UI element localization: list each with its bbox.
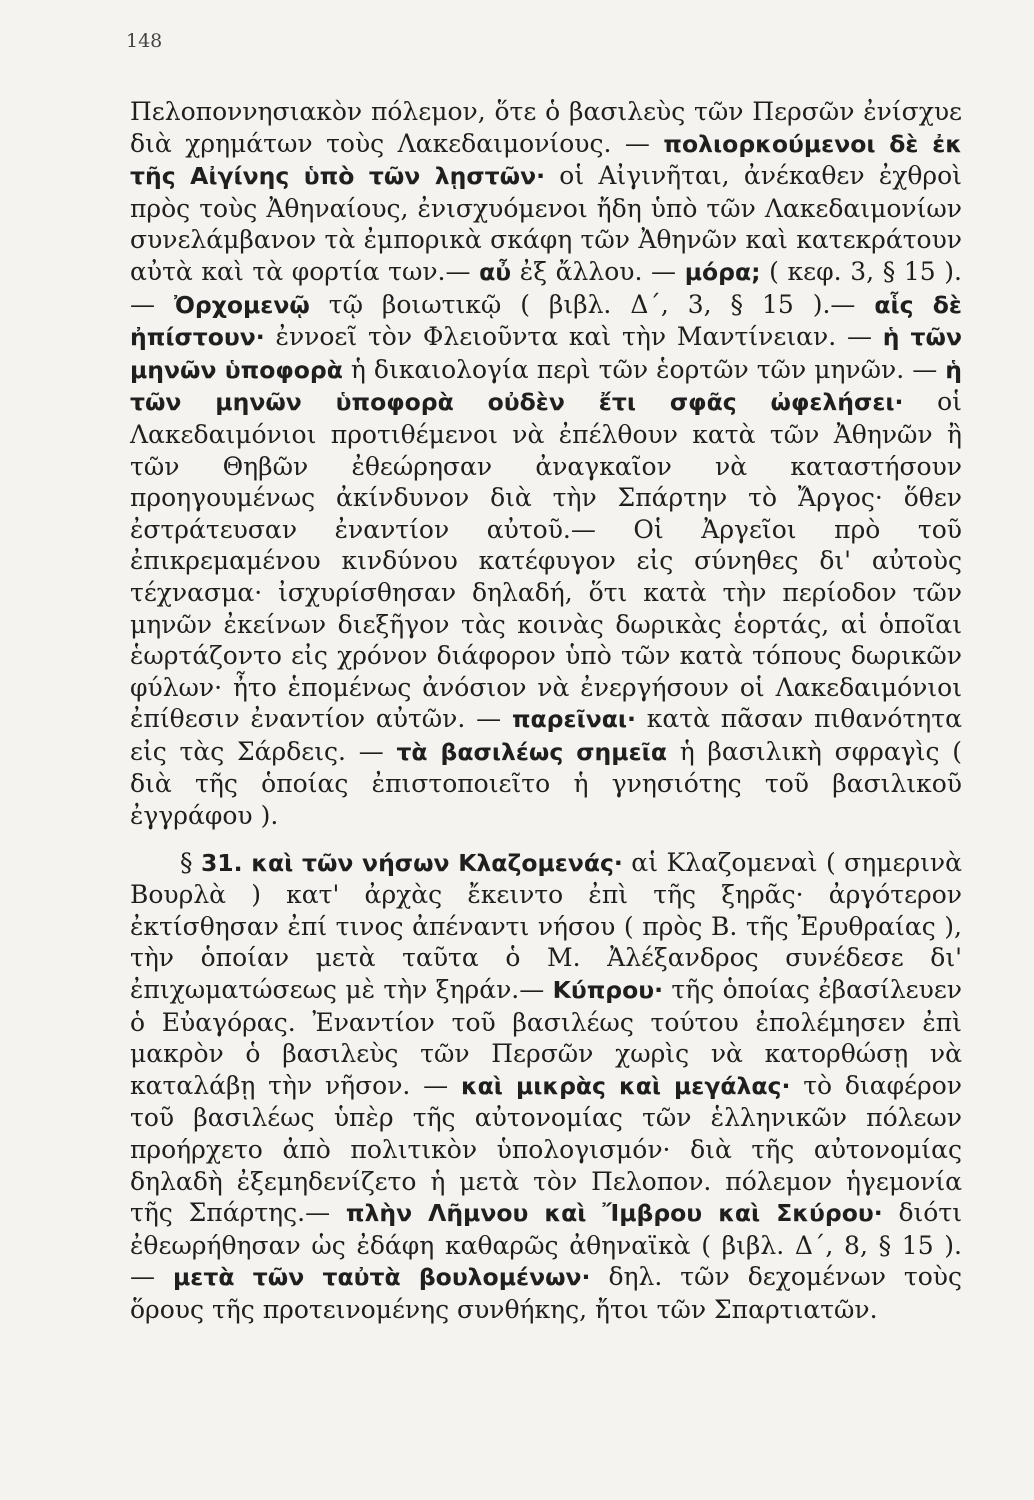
commentary-run: τῆς ὁποίας ἐβασίλευεν ὁ Εὐαγόρας. Ἐναντίον τοῦ βασιλέως τούτου ἐπολέμησεν ἐπὶ μακρὸν ὁ βασιλεὺς τῶν Περσῶν χωρὶς νὰ κατορθώσῃ νὰ καταλάβῃ τὴν νῆσον. —: [130, 975, 962, 1100]
lemma-term: μετὰ τῶν ταὐτὰ βουλομένων·: [173, 1263, 591, 1292]
commentary-run: δηλ. τῶν δεχομένων τοὺς ὅρους τῆς προτεινομένης συνθήκης, ἤτοι τῶν Σπαρτιατῶν.: [130, 1262, 962, 1324]
commentary-run: αἱ Κλαζομεναὶ ( σημερινὰ Βουρλὰ ) κατ' ἀρχὰς ἔκειντο ἐπὶ τῆς ξηρᾶς· ἀργότερον ἐκτίσθησαν ἐπί τινος ἀπέναντι νήσου ( πρὸς Β. τῆς Ἐρυθραίας ), τὴν ὁποίαν μετὰ ταῦτα ὁ Μ. Ἀλέξανδρος συνέδεσε δι' ἐπιχωματώσεως μὲ τὴν ξηράν.—: [130, 847, 963, 1005]
commentary-run: ἐξ ἄλλου. —: [511, 256, 685, 286]
lemma-term: μόρα;: [684, 257, 761, 286]
commentary-run: ἡ βασιλικὴ σφραγὶς ( διὰ τῆς ὁποίας ἐπιστοποιεῖτο ἡ γνησιότης τοῦ βασιλικοῦ ἐγγράφου ).: [130, 736, 962, 831]
lemma-term: παρεῖναι·: [511, 705, 636, 734]
commentary-run: §: [180, 847, 201, 877]
commentary-run: κατὰ πᾶσαν πιθανότητα εἰς τὰς Σάρδεις. —: [130, 704, 962, 766]
lemma-term: αἷς δὲ ἠπίστουν·: [130, 290, 963, 352]
lemma-term: αὖ: [479, 257, 512, 286]
page-number: 148: [126, 30, 163, 52]
commentary-run: διότι ἐθεωρήθησαν ὡς ἐδάφη καθαρῶς ἀθηναϊκὰ ( βιβλ. Δ΄, 8, § 15 ). —: [130, 1198, 962, 1292]
commentary-run: τῷ βοιωτικῷ ( βιβλ. Δ΄, 3, § 15 ).—: [309, 289, 875, 319]
lemma-term: πολιορκούμενοι δὲ ἐκ τῆς Αἰγίνης ὑπὸ τῶν λῃστῶν·: [130, 129, 962, 191]
lemma-term: καὶ μικρὰς καὶ μεγάλας·: [460, 1071, 791, 1100]
commentary-run: οἱ Λακεδαιμόνιοι προτιθέμενοι νὰ ἐπέλθουν κατὰ τῶν Ἀθηνῶν ἢ τῶν Θηβῶν ἐθεώρησαν ἀναγκαῖον νὰ καταστήσουν προηγουμένως ἀκίνδυνον διὰ τὴν Σπάρτην τὸ Ἄργος· ὅθεν ἐστράτευσαν ἐναντίον αὐτοῦ.— Οἱ Ἀργεῖοι πρὸ τοῦ ἐπικρεμαμένου κινδύνου κατέφυγον εἰς σύνηθες δι' αὐτοὺς τέχνασμα· ἰσχυρίσθησαν δηλαδή, ὅτι κατὰ τὴν περίοδον τῶν μηνῶν ἐκείνων διεξῆγον τὰς κοινὰς δωρικὰς ἑορτάς, αἱ ὁποῖαι ἑωρτάζοντο εἰς χρόνον διάφορον ὑπὸ τῶν κατὰ τόπους δωρικῶν φύλων· ἦτο ἑπομένως ἀνόσιον νὰ ἐνεργήσουν οἱ Λακεδαιμόνιοι ἐπίθεσιν ἐναντίον αὐτῶν. —: [130, 387, 962, 734]
lemma-term: τὰ βασιλέως σημεῖα: [396, 737, 667, 766]
commentary-run: ἐννοεῖ τὸν Φλειοῦντα καὶ τὴν Μαντίνειαν. —: [264, 322, 883, 352]
lemma-term: Ὀρχομενῷ: [173, 290, 310, 319]
commentary-run: Πελοποννησιακὸν πόλεμον, ὅτε ὁ βασιλεὺς τῶν Περσῶν ἐνίσχυε διὰ χρημάτων τοὺς Λακεδαιμονίους. —: [130, 97, 962, 158]
lemma-term: πλὴν Λῆμνου καὶ Ἴμβρου καὶ Σκύρου·: [345, 1199, 883, 1228]
commentary-run: οἱ Αἰγινῆται, ἀνέκαθεν ἐχθροὶ πρὸς τοὺς Ἀθηναίους, ἐνισχυόμενοι ἤδη ὑπὸ τῶν Λακεδαιμονίων συνελάμβανον τὰ ἐμπορικὰ σκάφη τῶν Ἀθηνῶν καὶ κατεκράτουν αὐτὰ καὶ τὰ φορτία των.—: [130, 161, 962, 286]
commentary-run: ἡ δικαιολογία περὶ τῶν ἑορτῶν τῶν μηνῶν. —: [342, 354, 946, 384]
lemma-term: Κύπρου·: [552, 976, 664, 1005]
lemma-term: ἡ τῶν μηνῶν ὑποφορὰ: [130, 323, 962, 384]
commentary-run: τὸ διαφέρον τοῦ βασιλέως ὑπὲρ τῆς αὐτονομίας τῶν ἑλληνικῶν πόλεων προήρχετο ἀπὸ πολιτικὸν ὑπολογισμόν· διὰ τῆς αὐτονομίας δηλαδὴ ἐξεμηδενίζετο ἡ μετὰ τὸν Πελοπον. πόλεμον ἡγεμονία τῆς Σπάρτης.—: [130, 1070, 962, 1228]
commentary-text: [130, 96, 962, 1326]
paragraph-commentary-30: [130, 96, 962, 832]
paragraph-commentary-31: [130, 847, 962, 1326]
lemma-term: ἡ τῶν μηνῶν ὑποφορὰ οὐδὲν ἔτι σφᾶς ὠφελήσει·: [130, 355, 962, 417]
lemma-term: 31. καὶ τῶν νήσων Κλαζομενάς·: [200, 848, 623, 877]
commentary-run: ( κεφ. 3, § 15 ). —: [130, 256, 962, 319]
